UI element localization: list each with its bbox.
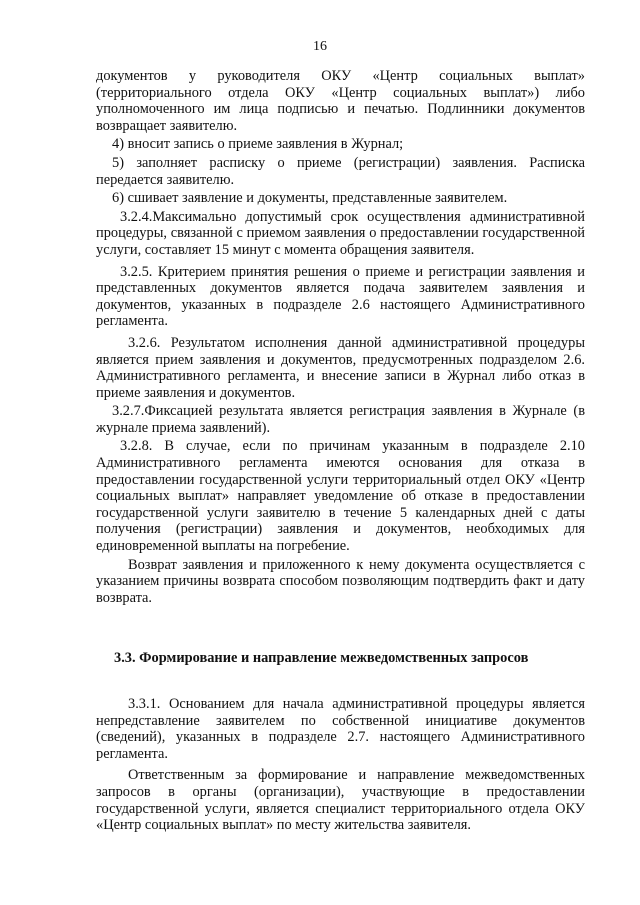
paragraph-return: Возврат заявления и приложенного к нему документа осуществляется с указанием причины возврата способом позволяющим подтвердить факт и дату возврата.	[96, 556, 585, 606]
paragraph-3-2-5: 3.2.5. Критерием принятия решения о приеме и регистрации заявления и представленных документов является подача заявителем заявления и документов, указанных в подразделе 2.6 настоящего Административного регламента.	[96, 263, 585, 330]
document-body	[96, 68, 585, 834]
paragraph-responsible: Ответственным за формирование и направление межведомственных запросов в органы (организации), участвующие в предоставлении государственной услуги, является специалист территориального отдела ОКУ «Центр социальных выплат» по месту жительства заявителя.	[96, 767, 585, 834]
paragraph-3-2-4: 3.2.4.Максимально допустимый срок осуществления административной процедуры, связанной с приемом заявления о предоставлении государственной услуги, составляет 15 минут с момента обращения заявителя.	[96, 208, 585, 258]
paragraph-3-2-7: 3.2.7.Фиксацией результата является регистрация заявления в Журнале (в журнале приема заявлений).	[96, 403, 585, 436]
page-number: 16	[313, 39, 327, 54]
paragraph-continuation: документов у руководителя ОКУ «Центр социальных выплат» (территориального отдела ОКУ «Центр социальных выплат») либо уполномоченного им лица подписью и печатью. Подлинники документов возвращает заявителю.	[96, 68, 585, 134]
section-title-3-3: 3.3. Формирование и направление межведомственных запросов	[114, 650, 529, 667]
paragraph-item-5: 5) заполняет расписку о приеме (регистрации) заявления. Расписка передается заявителю.	[96, 154, 585, 188]
paragraph-item-4: 4) вносит запись о приеме заявления в Журнал;	[112, 136, 404, 153]
paragraph-3-2-8: 3.2.8. В случае, если по причинам указанным в подразделе 2.10 Административного регламента имеются основания для отказа в предоставлении государственной услуги территориальный отдел ОКУ «Центр социальных выплат» направляет уведомление об отказе в предоставлении государственной услуги заявителю в течение 5 календарных дней с даты получения (регистрации) заявления и документов, необходимых для единовременной выплаты на погребение.	[96, 438, 585, 555]
paragraph-3-3-1: 3.3.1. Основанием для начала административной процедуры является непредставление заявителем по собственной инициативе документов (сведений), указанных в подразделе 2.7. настоящего Административного регламента.	[96, 696, 585, 762]
paragraph-item-6: 6) сшивает заявление и документы, представленные заявителем.	[112, 190, 508, 207]
paragraph-3-2-6: 3.2.6. Результатом исполнения данной административной процедуры является прием заявления и документов, предусмотренных подразделом 2.6. Административного регламента, и внесение записи в Журнал либо отказ в приеме заявления и документов.	[96, 334, 585, 401]
